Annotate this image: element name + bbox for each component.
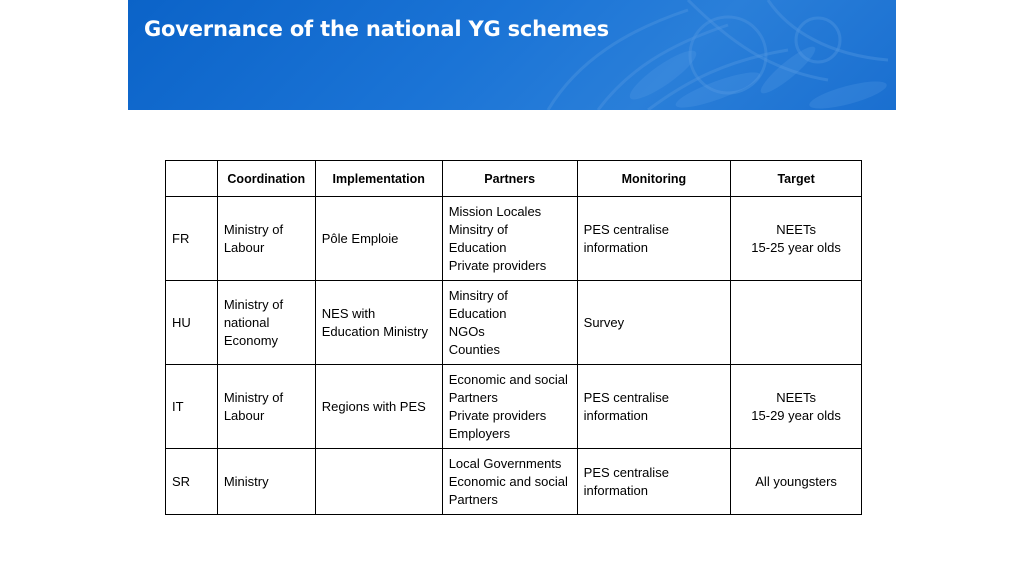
title-banner	[128, 0, 896, 110]
cell-line: Survey	[583, 314, 625, 330]
cell-line: Economy	[223, 332, 279, 348]
header-coordination: Coordination	[217, 161, 315, 197]
cell-partners	[442, 365, 577, 449]
cell-line: PES centralise	[583, 221, 669, 237]
cell-line: Education	[448, 305, 507, 321]
cell-monitoring	[577, 449, 731, 515]
cell-partners	[442, 281, 577, 365]
cell-line: Education	[448, 239, 507, 255]
cell-line: All youngsters	[755, 473, 837, 489]
cell-target	[731, 197, 862, 281]
cell-country: FR	[166, 197, 218, 281]
cell-line: Private providers	[448, 407, 547, 423]
cell-country: SR	[166, 449, 218, 515]
cell-line: Ministry of	[223, 296, 284, 312]
cell-line: Minsitry of	[448, 221, 508, 237]
cell-line: Employers	[448, 425, 511, 441]
cell-line: Labour	[223, 407, 265, 423]
header-partners: Partners	[442, 161, 577, 197]
cell-monitoring	[577, 197, 731, 281]
cell-monitoring	[577, 365, 731, 449]
cell-coordination	[217, 281, 315, 365]
governance-table	[165, 160, 862, 515]
cell-line: Ministry	[223, 473, 269, 489]
cell-line: information	[583, 239, 648, 255]
cell-partners	[442, 449, 577, 515]
cell-coordination	[217, 197, 315, 281]
cell-line: Mission Locales	[448, 203, 542, 219]
cell-country: HU	[166, 281, 218, 365]
cell-line: PES centralise	[583, 389, 669, 405]
cell-line: Labour	[223, 239, 265, 255]
cell-implementation	[315, 197, 442, 281]
header-monitoring: Monitoring	[577, 161, 731, 197]
cell-line: Minsitry of	[448, 287, 508, 303]
cell-line: Partners	[448, 491, 498, 507]
cell-partners	[442, 197, 577, 281]
table-row	[166, 365, 862, 449]
cell-coordination	[217, 365, 315, 449]
cell-line: Counties	[448, 341, 500, 357]
cell-line: Local Governments	[448, 455, 562, 471]
cell-line: NEETs	[776, 221, 816, 237]
table-header-row	[166, 161, 862, 197]
cell-line: information	[583, 407, 648, 423]
page-title: Governance of the national YG schemes	[144, 17, 609, 41]
cell-line: Regions with PES	[321, 398, 426, 414]
cell-line: NGOs	[448, 323, 485, 339]
cell-country: IT	[166, 365, 218, 449]
table-row	[166, 281, 862, 365]
header-country	[166, 161, 218, 197]
cell-line: Pôle Emploie	[321, 230, 399, 246]
cell-line: 15-29 year olds	[751, 407, 841, 423]
header-target: Target	[731, 161, 862, 197]
cell-implementation	[315, 365, 442, 449]
cell-monitoring	[577, 281, 731, 365]
cell-line: Economic and social	[448, 473, 568, 489]
cell-line: Ministry of	[223, 221, 284, 237]
cell-line: Private providers	[448, 257, 547, 273]
cell-line: NES with	[321, 305, 376, 321]
cell-target	[731, 281, 862, 365]
header-implementation: Implementation	[315, 161, 442, 197]
cell-line: Partners	[448, 389, 498, 405]
cell-line: NEETs	[776, 389, 816, 405]
cell-line: information	[583, 482, 648, 498]
cell-implementation	[315, 449, 442, 515]
cell-implementation	[315, 281, 442, 365]
cell-line: PES centralise	[583, 464, 669, 480]
cell-target	[731, 449, 862, 515]
cell-line: Ministry of	[223, 389, 284, 405]
cell-line: Economic and social	[448, 371, 568, 387]
cell-line: national	[223, 314, 270, 330]
cell-line: 15-25 year olds	[751, 239, 841, 255]
cell-target	[731, 365, 862, 449]
table-row	[166, 197, 862, 281]
cell-line: Education Ministry	[321, 323, 428, 339]
table-row	[166, 449, 862, 515]
cell-coordination	[217, 449, 315, 515]
